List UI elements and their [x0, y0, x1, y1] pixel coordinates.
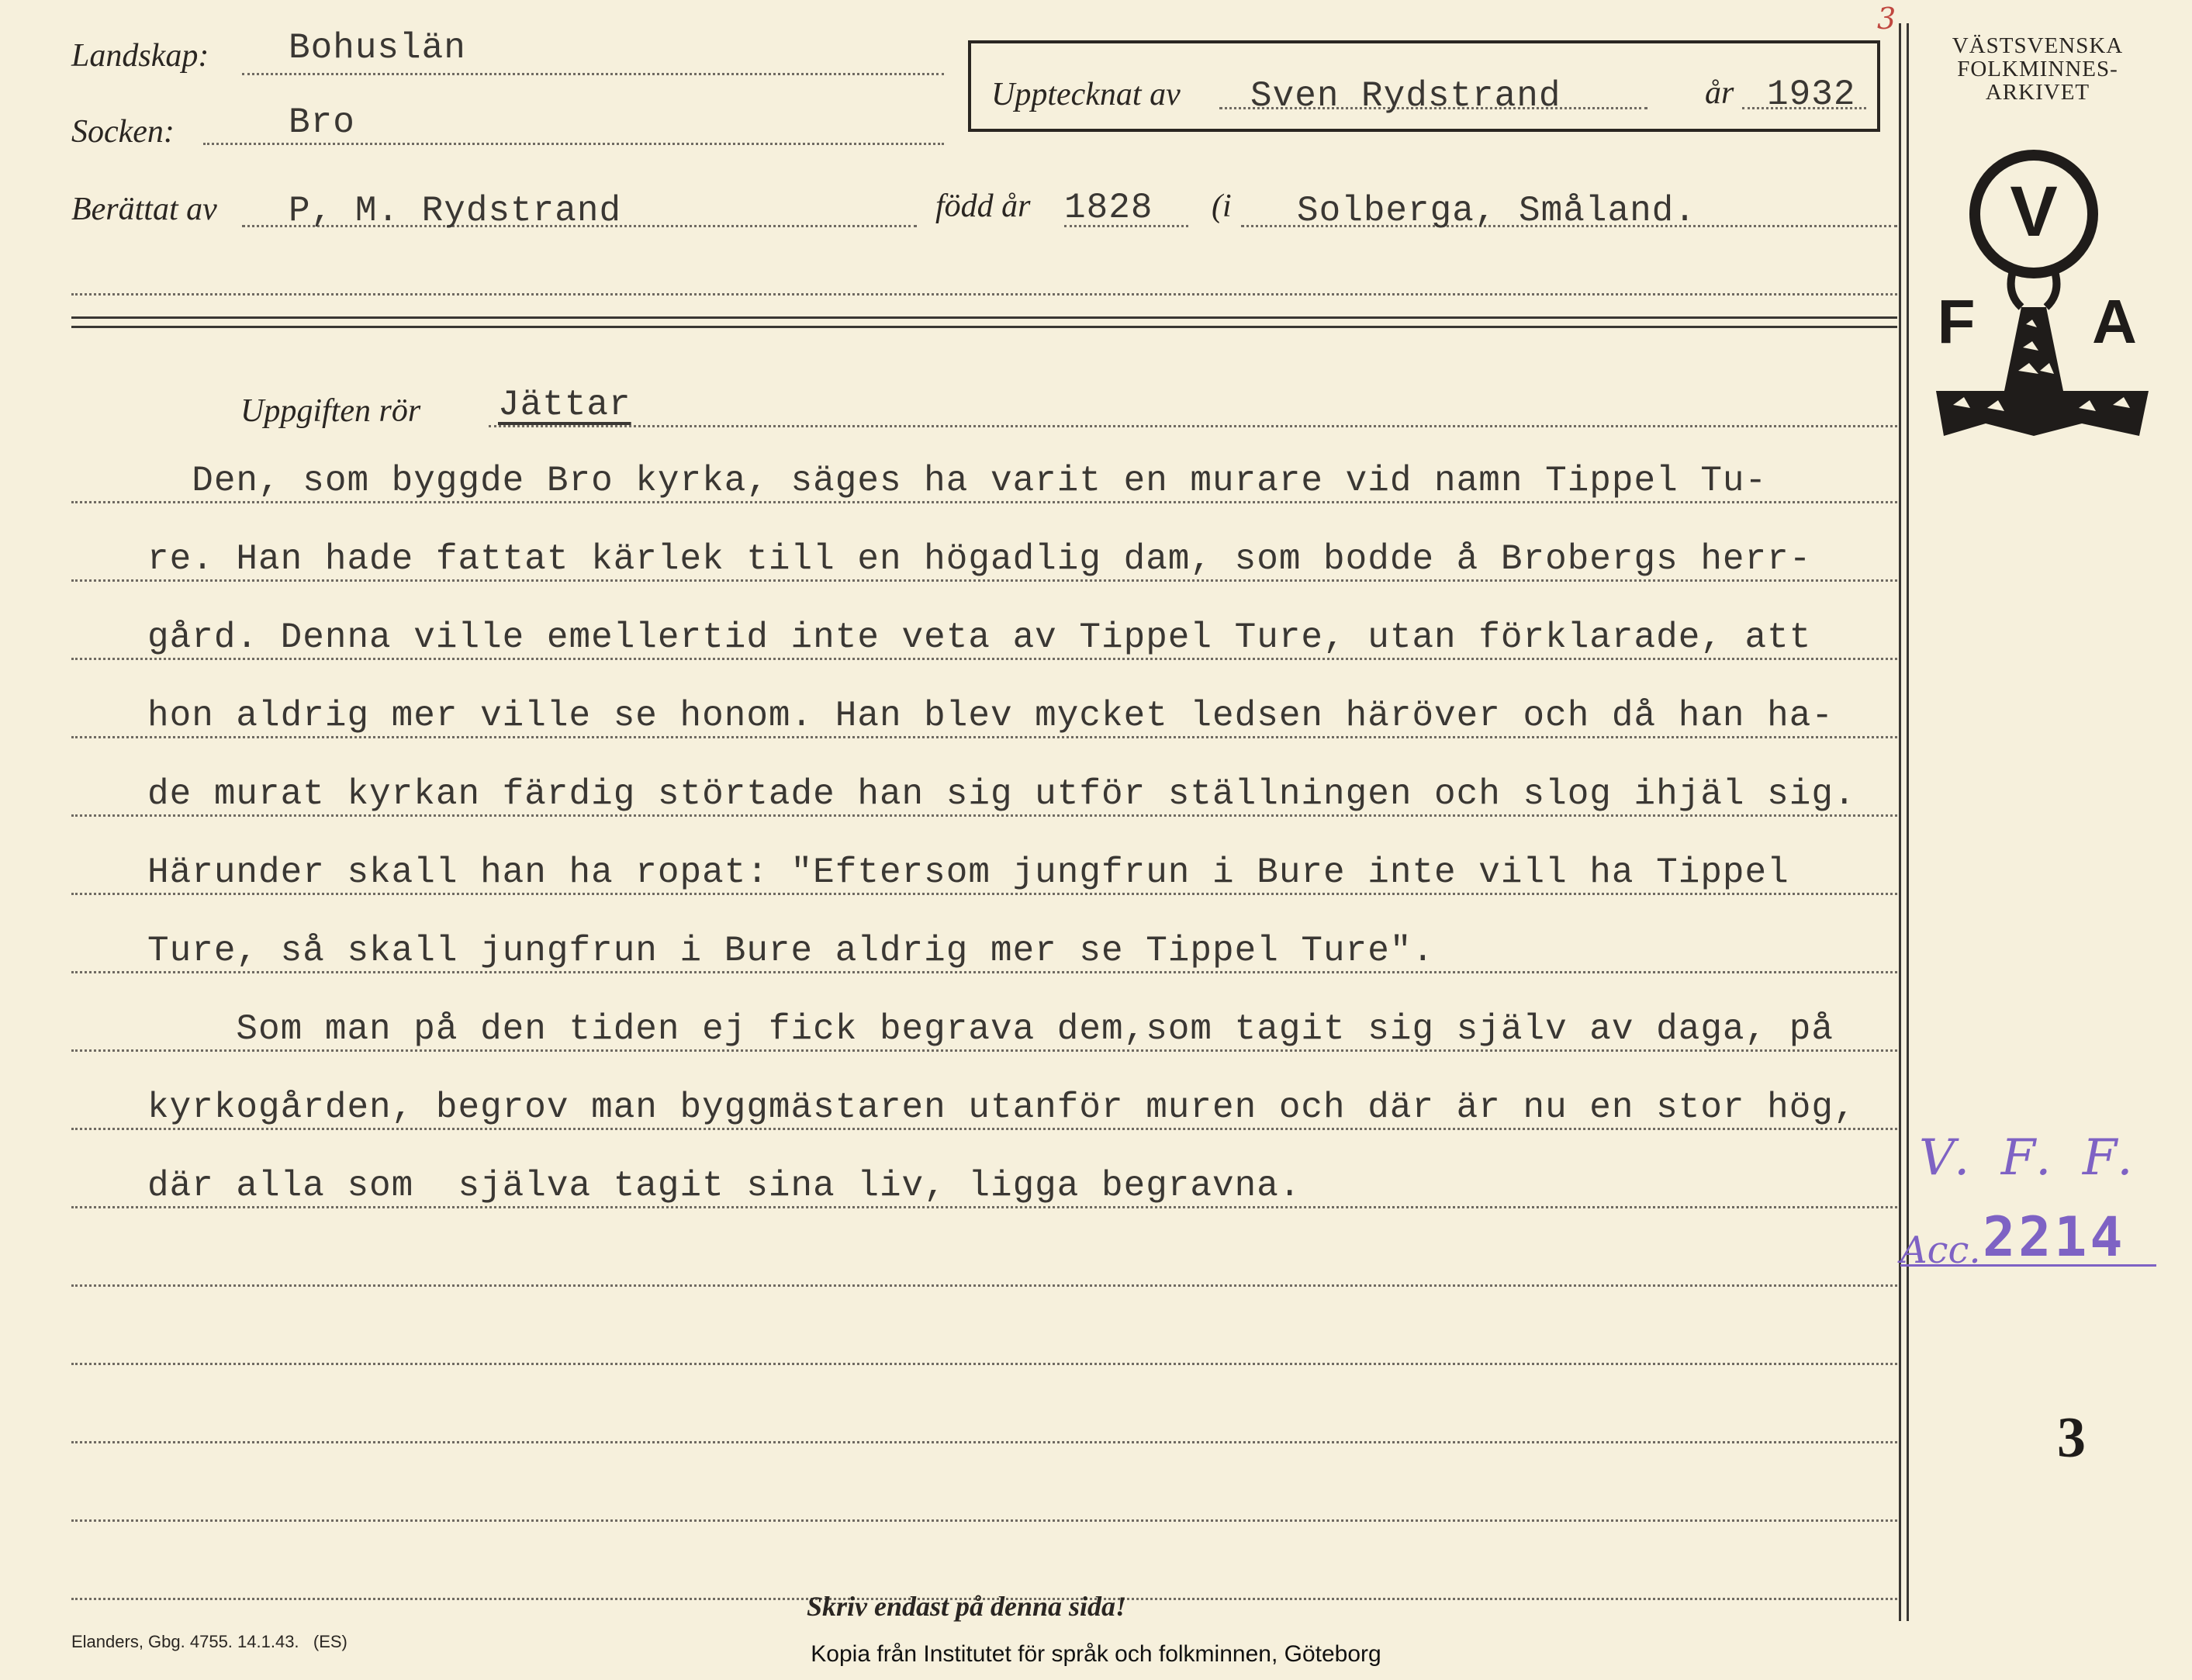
subject-line [489, 425, 1897, 427]
body-line: Som man på den tiden ej fick begrava dem,som tagit sig själv av daga, på [147, 1009, 1834, 1049]
header-extra-line [71, 293, 1897, 296]
archive-name-line1: VÄSTSVENSKA [1952, 33, 2124, 58]
body-line: re. Han hade fattat kärlek till en högadlig dam, som bodde å Brobergs herr- [147, 539, 1812, 579]
ruled-line [71, 814, 1897, 817]
header-rule-top [71, 316, 1897, 319]
landskap-line [242, 73, 944, 75]
socken-value: Bro [289, 102, 355, 143]
ruled-line [71, 1519, 1897, 1522]
footer-instruction: Skriv endast på denna sida! [807, 1591, 1127, 1622]
ruled-line [71, 1128, 1897, 1130]
socken-label: Socken: [71, 114, 175, 150]
place-label: (i [1212, 188, 1232, 224]
archive-name [1922, 34, 2153, 104]
body-line: Den, som byggde Bro kyrka, säges ha varit en murare vid namn Tippel Tu- [147, 461, 1768, 501]
born-label: född år [935, 188, 1031, 224]
socken-line [203, 143, 944, 145]
logo-letter-f: F [1937, 287, 1976, 356]
subject-value: Jättar [498, 385, 631, 425]
subject-label: Uppgiften rör [240, 393, 421, 429]
ruled-line [71, 501, 1897, 503]
year-value: 1932 [1767, 74, 1856, 115]
margin-rule-right [1907, 23, 1909, 1621]
ruled-line [71, 579, 1897, 582]
body-line: kyrkogården, begrov man byggmästaren utanför muren och där är nu en stor hög, [147, 1087, 1856, 1128]
footer-copy-note: Kopia från Institutet för språk och folkminnen, Göteborg [811, 1641, 1381, 1667]
recorder-value: Sven Rydstrand [1250, 76, 1561, 116]
body-line: Ture, så skall jungfrun i Bure aldrig mer se Tippel Ture". [147, 931, 1435, 971]
archive-stamp-prefix: Acc. [1900, 1229, 1981, 1272]
place-value: Solberga, Småland. [1297, 191, 1696, 231]
page-mark: 3 [1877, 2, 1896, 36]
archive-stamp-line1: V. F. F. [1919, 1129, 2141, 1187]
archive-stamp-number: 2214 [1983, 1205, 2126, 1269]
hammer-emblem-icon [1930, 144, 2155, 447]
emblem-head [1936, 391, 2149, 436]
narrator-value: P, M. Rydstrand [289, 191, 622, 231]
recorder-label: Upptecknat av [991, 77, 1181, 112]
archive-name-line3: ARKIVET [1985, 80, 2090, 105]
body-line: gård. Denna ville emellertid inte veta av Tippel Ture, utan förklarade, att [147, 617, 1812, 658]
ruled-line [71, 736, 1897, 738]
ruled-line [71, 1206, 1897, 1208]
year-label: år [1705, 75, 1734, 111]
ruled-line [71, 1049, 1897, 1052]
landskap-value: Bohuslän [289, 28, 466, 68]
footer-printer: Elanders, Gbg. 4755. 14.1.43. (ES) [71, 1632, 347, 1651]
narrator-label: Berättat av [71, 192, 217, 227]
ruled-line [71, 971, 1897, 973]
archive-stamp-underline [1900, 1264, 2156, 1267]
ruled-line [71, 658, 1897, 660]
ruled-line [71, 1441, 1897, 1443]
ruled-line [71, 893, 1897, 895]
logo-letter-v: V [2010, 172, 2058, 251]
born-line [1064, 225, 1188, 227]
archive-name-line2: FOLKMINNES- [1957, 57, 2118, 81]
landskap-label: Landskap: [71, 38, 209, 74]
header-rule-bottom [71, 326, 1897, 328]
ruled-line [71, 1284, 1897, 1287]
body-line: där alla som själva tagit sina liv, ligga begravna. [147, 1166, 1302, 1206]
margin-rule-left [1899, 23, 1901, 1621]
body-line: Härunder skall han ha ropat: "Eftersom jungfrun i Bure inte vill ha Tippel [147, 852, 1789, 893]
born-value: 1828 [1064, 188, 1153, 228]
ruled-line [71, 1363, 1897, 1365]
side-page-number: 3 [2057, 1406, 2086, 1470]
body-line: hon aldrig mer ville se honom. Han blev mycket ledsen häröver och då han ha- [147, 696, 1834, 736]
logo-letter-a: A [2092, 287, 2137, 356]
body-line: de murat kyrkan färdig störtade han sig utför ställningen och slog ihjäl sig. [147, 774, 1856, 814]
